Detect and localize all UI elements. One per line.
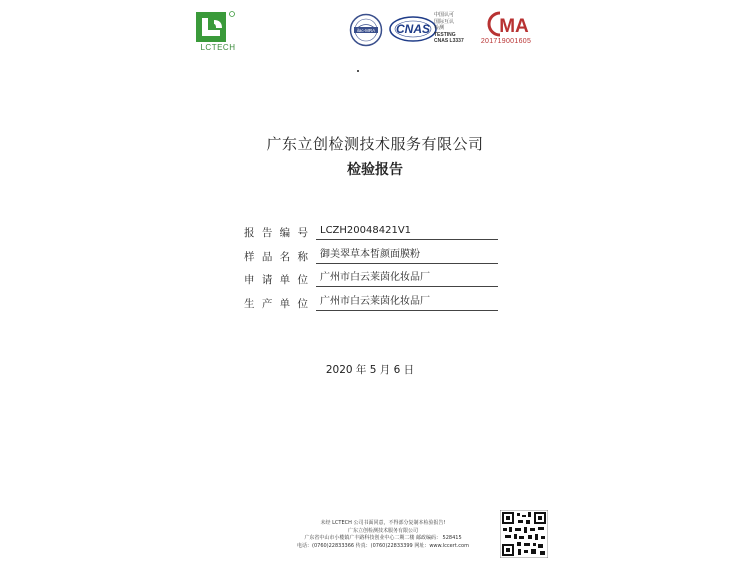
cma-logo-text: MA: [499, 16, 529, 37]
cnas-line: TESTING: [434, 31, 456, 38]
report-info-table: [244, 224, 504, 318]
label-char: 称: [297, 250, 308, 263]
qr-code-icon: [500, 510, 548, 558]
info-label: [244, 225, 308, 240]
lctech-logo-text: LCTECH: [200, 43, 236, 52]
label-char: 编: [279, 227, 291, 239]
applicant-value: 广州市白云莱茵化妆品厂: [316, 271, 498, 287]
label-char: 告: [261, 227, 273, 239]
footer-line: 广东省中山市小榄镇广丰路科技创业中心二期二楼 邮政编码： 528415: [304, 535, 462, 541]
label-char: 报: [244, 227, 255, 239]
label-char: 单: [279, 297, 291, 310]
info-row-sample-name: [244, 248, 504, 272]
label-char: 生: [244, 297, 255, 310]
label-char: 品: [261, 250, 273, 263]
manufacturer-value: 广州市白云莱茵化妆品厂: [316, 295, 498, 311]
company-name: 广东立创检测技术服务有限公司: [266, 135, 484, 153]
report-cover-page: [150, 0, 600, 563]
info-row-report-number: [244, 224, 504, 248]
ilac-mra-text: ilac-MRA: [356, 28, 376, 33]
cnas-logo-icon: [388, 15, 438, 43]
info-label: [244, 272, 308, 287]
info-label: [244, 249, 308, 264]
cnas-logo-text: CNAS: [395, 22, 431, 36]
footer-line: 电话：(0760)22833366 传真：(0760)22833399 网址：www.lccert.com: [297, 542, 469, 549]
report-number-value: LCZH20048421V1: [316, 224, 498, 240]
sample-name-value: 御美翠草本皙颜面膜粉: [316, 248, 498, 264]
label-char: 号: [297, 227, 308, 239]
footer-line: 未经 LCTECH 公司书面同意，不得部分复制本检验报告!: [320, 520, 446, 526]
cnas-line: 国际互认: [434, 18, 455, 25]
ilac-mra-seal-icon: [349, 13, 383, 47]
cma-certificate-number: 201719001605: [480, 38, 532, 45]
info-label: [244, 296, 308, 311]
label-char: 样: [244, 250, 255, 263]
label-char: 位: [297, 274, 308, 286]
label-char: 名: [279, 250, 291, 263]
report-title: 检验报告: [347, 162, 403, 178]
report-date: 2020 年 5 月 6 日: [325, 364, 415, 376]
label-char: 请: [261, 274, 273, 286]
cnas-line: 中国认可: [434, 12, 455, 18]
cnas-line: CNAS L3337: [434, 38, 464, 44]
label-char: 申: [244, 274, 255, 286]
cnas-line: 检测: [434, 25, 445, 31]
label-char: 单: [279, 274, 291, 286]
cma-logo-icon: [480, 10, 532, 38]
label-char: 位: [297, 297, 308, 310]
info-row-manufacturer: [244, 295, 504, 319]
scan-speck: [357, 70, 359, 72]
footer-line: 广东立创检测技术服务有限公司: [347, 527, 418, 534]
info-row-applicant: [244, 271, 504, 295]
footer-notice: [268, 520, 498, 550]
label-char: 产: [261, 297, 273, 310]
